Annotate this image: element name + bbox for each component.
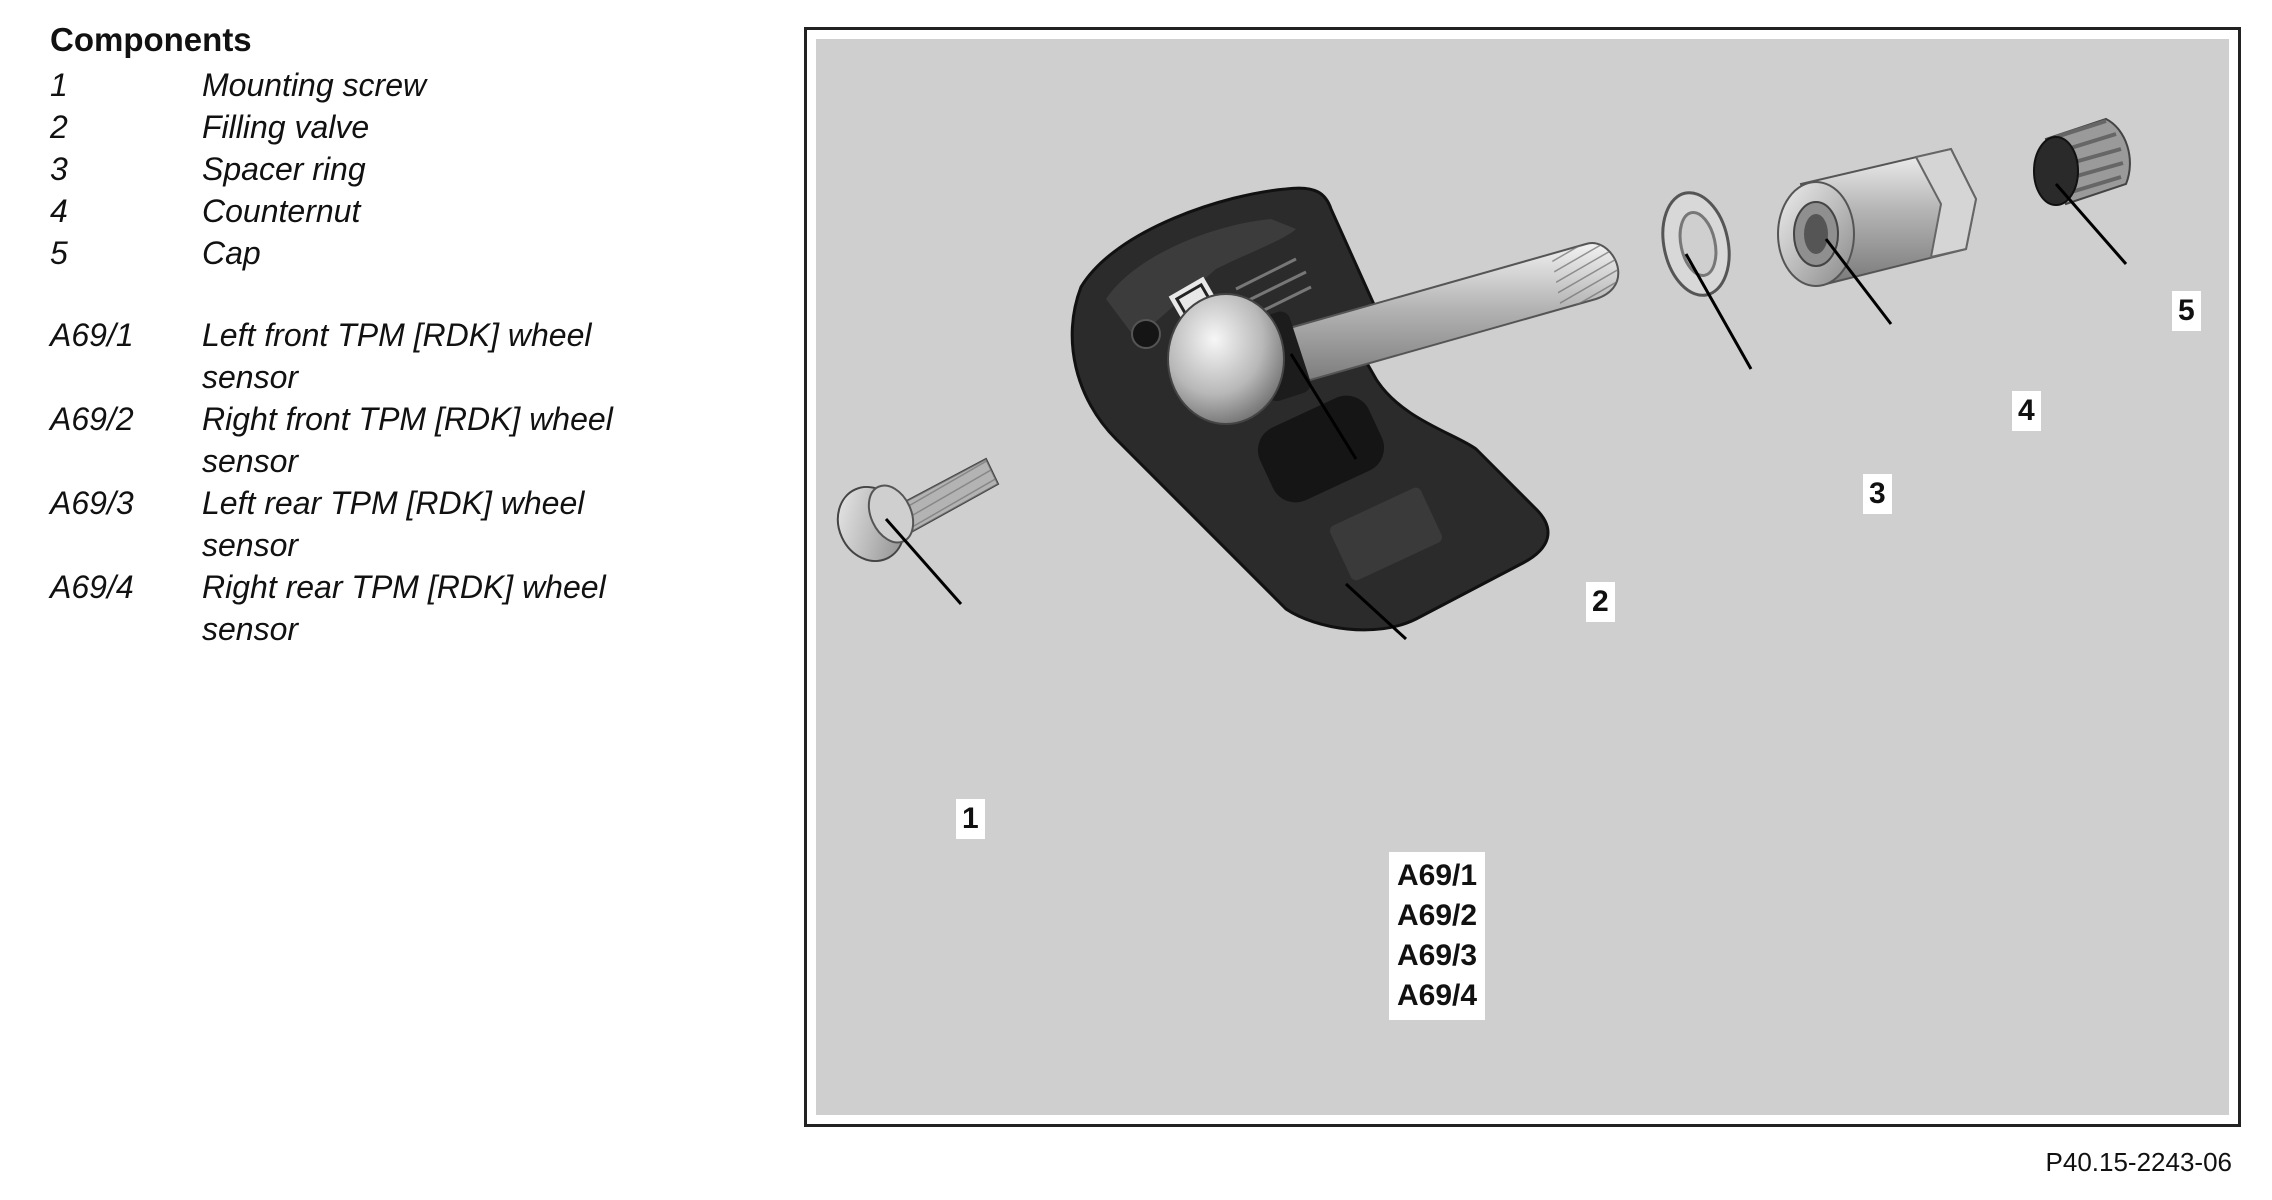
components-legend — [50, 20, 750, 650]
legend-desc: Cap — [202, 235, 261, 271]
callout-sensor-code: A69/1 — [1397, 859, 1478, 892]
spacer-ring — [1654, 186, 1738, 301]
legend-desc: Filling valve — [202, 109, 370, 145]
legend-row — [50, 148, 750, 190]
exploded-view-drawing — [816, 39, 2229, 1115]
legend-row — [50, 190, 750, 232]
legend-desc: Counternut — [202, 193, 361, 229]
mounting-screw — [826, 459, 998, 572]
legend-code: 5 — [50, 235, 68, 271]
valve-cap — [2034, 119, 2130, 205]
legend-desc: Right front TPM [RDK] wheel sensor — [202, 401, 613, 479]
legend-row — [50, 232, 750, 274]
legend-sensor-row — [50, 314, 750, 398]
legend-code: 3 — [50, 151, 68, 187]
legend-code: A69/3 — [50, 485, 134, 521]
callout-3: 3 — [1863, 474, 1892, 514]
callout-2: 2 — [1586, 582, 1615, 622]
callout-sensor-code: A69/3 — [1397, 939, 1478, 972]
callout-sensor-codes — [1389, 852, 1485, 1020]
diagram-frame — [804, 27, 2241, 1127]
legend-desc: Spacer ring — [202, 151, 366, 187]
tpm-sensor — [1072, 188, 1548, 630]
legend-title: Components — [50, 21, 252, 58]
callout-4: 4 — [2012, 391, 2041, 431]
legend-sensor-row — [50, 482, 750, 566]
callout-sensor-code: A69/4 — [1397, 979, 1478, 1012]
legend-desc: Left front TPM [RDK] wheel sensor — [202, 317, 592, 395]
legend-code: 2 — [50, 109, 68, 145]
legend-code: 1 — [50, 67, 68, 103]
legend-sensor-row — [50, 566, 750, 650]
callout-5: 5 — [2172, 291, 2201, 331]
legend-row — [50, 106, 750, 148]
counternut — [1778, 149, 1976, 286]
callout-1: 1 — [956, 799, 985, 839]
callout-sensor-code: A69/2 — [1397, 899, 1478, 932]
legend-sensor-row — [50, 398, 750, 482]
diagram-panel — [816, 39, 2229, 1115]
legend-code: 4 — [50, 193, 68, 229]
figure-id: P40.15-2243-06 — [2045, 1147, 2232, 1177]
legend-desc: Mounting screw — [202, 67, 427, 103]
legend-desc: Left rear TPM [RDK] wheel sensor — [202, 485, 585, 563]
legend-code: A69/2 — [50, 401, 134, 437]
legend-row — [50, 64, 750, 106]
legend-code: A69/1 — [50, 317, 134, 353]
legend-code: A69/4 — [50, 569, 134, 605]
legend-desc: Right rear TPM [RDK] wheel sensor — [202, 569, 606, 647]
